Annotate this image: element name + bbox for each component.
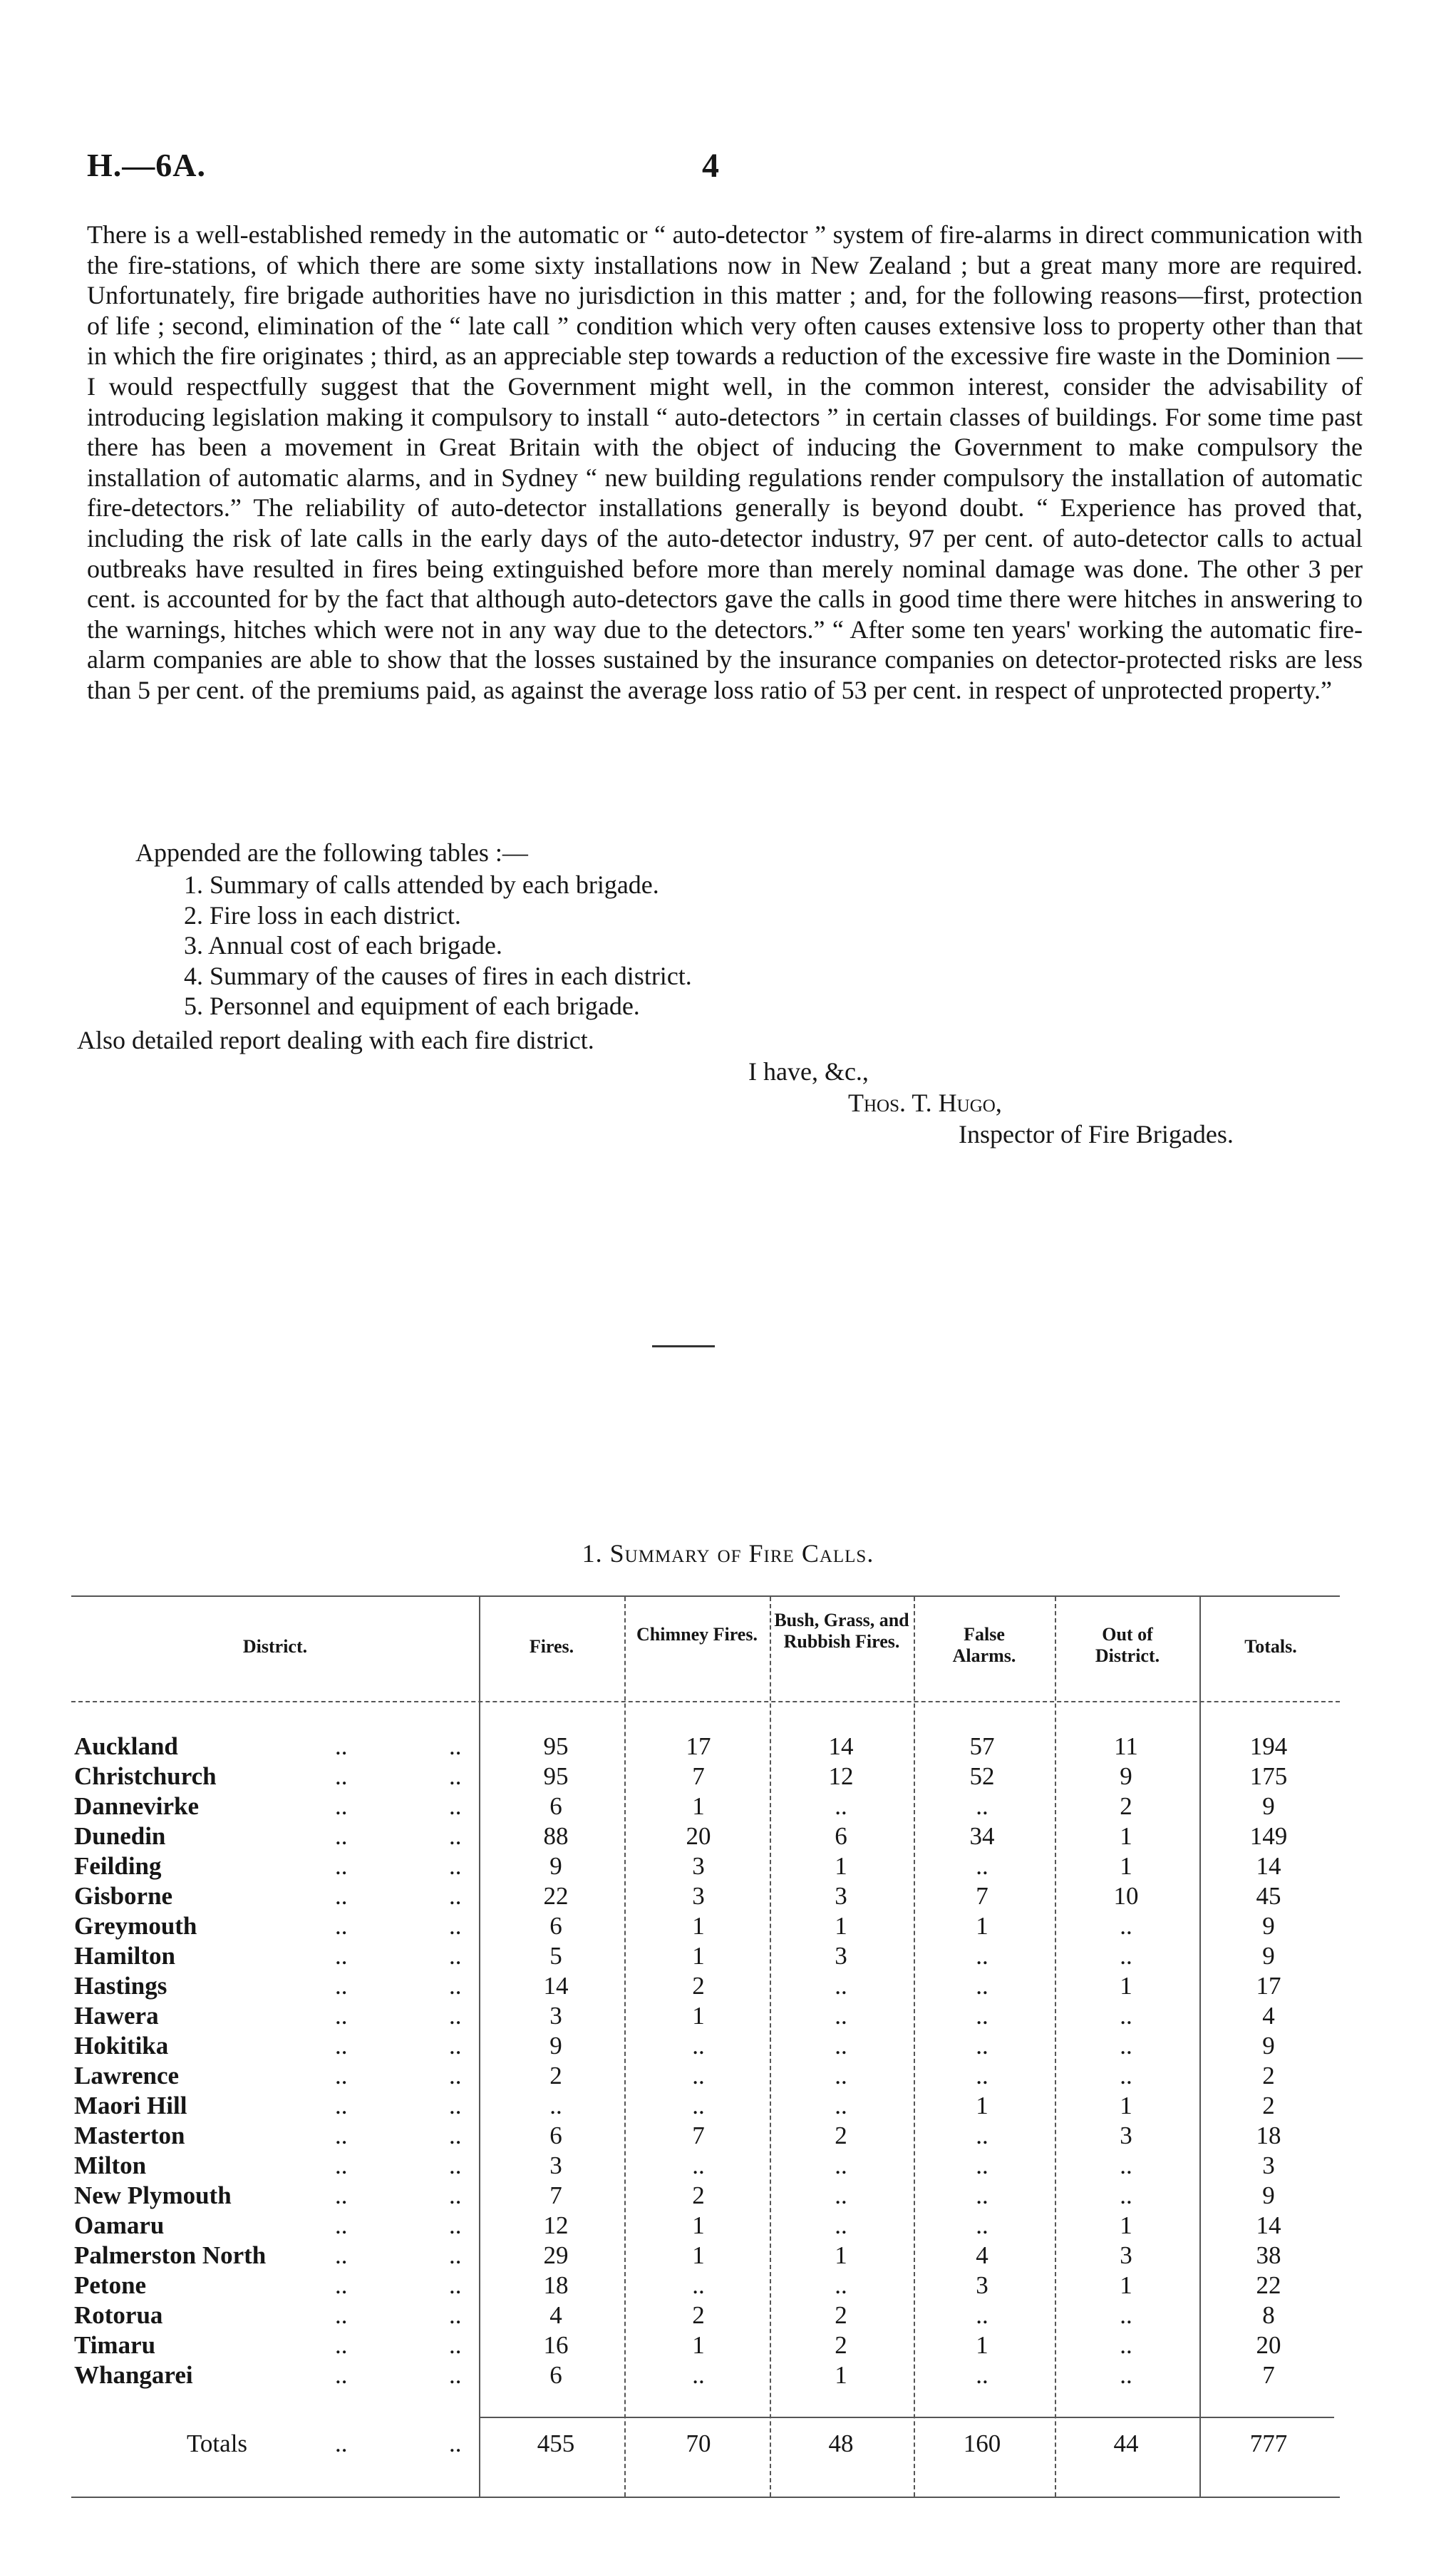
cell-false-alarms: 3: [976, 2271, 988, 2299]
cell-out-of-district: ..: [1120, 1912, 1132, 1940]
cell-chimney: 1: [692, 2241, 705, 2269]
cell-chimney: 20: [686, 1822, 711, 1850]
cell-bush: 14: [828, 1732, 854, 1760]
cell-total: 14: [1256, 1852, 1281, 1880]
cell-out-of-district: ..: [1120, 2301, 1132, 2329]
cell-fires: 4: [549, 2301, 562, 2329]
district-name: Dannevirke: [74, 1792, 199, 1820]
cell-bush: ..: [835, 2152, 847, 2179]
list-item: 1. Summary of calls attended by each brigade.: [184, 870, 659, 899]
cell-false-alarms: ..: [976, 2361, 988, 2389]
cell-fires: 6: [549, 1912, 562, 1940]
district-name: Hawera: [74, 2002, 159, 2030]
cell-bush: 2: [835, 2122, 847, 2149]
table-row: [0, 1852, 1456, 1882]
cell-chimney: 3: [692, 1852, 705, 1880]
cell-fires: 9: [549, 1852, 562, 1880]
total-false-alarms: 160: [963, 2430, 1001, 2457]
cell-chimney: ..: [692, 2092, 705, 2119]
table-row: [0, 2331, 1456, 2361]
leader-dots: ..: [449, 1912, 462, 1940]
cell-chimney: 2: [692, 2301, 705, 2329]
leader-dots: ..: [449, 1852, 462, 1880]
signature-name: Thos. T. Hugo,: [848, 1089, 1002, 1117]
cell-false-alarms: 4: [976, 2241, 988, 2269]
cell-fires: 18: [543, 2271, 569, 2299]
cell-false-alarms: 1: [976, 2092, 988, 2119]
cell-bush: 6: [835, 1822, 847, 1850]
cell-chimney: ..: [692, 2032, 705, 2060]
leader-dots: ..: [335, 1762, 348, 1790]
cell-false-alarms: 1: [976, 2331, 988, 2359]
cell-total: 9: [1262, 1942, 1275, 1970]
leader-dots: ..: [335, 2301, 348, 2329]
header-bottom-rule: [71, 1701, 1340, 1702]
cell-bush: 1: [835, 1852, 847, 1880]
table-row: [0, 2062, 1456, 2092]
leader-dots: ..: [335, 2211, 348, 2239]
leader-dots: ..: [449, 2211, 462, 2239]
cell-fires: 9: [549, 2032, 562, 2060]
appended-intro: Appended are the following tables :—: [135, 838, 528, 867]
cell-false-alarms: ..: [976, 2211, 988, 2239]
leader-dots: ..: [449, 1972, 462, 2000]
cell-chimney: 1: [692, 1942, 705, 1970]
leader-dots: ..: [449, 2152, 462, 2179]
header-out-of-district: Out of District.: [1095, 1624, 1160, 1666]
district-name: Hokitika: [74, 2032, 169, 2060]
table-row: [0, 2271, 1456, 2301]
leader-dots: ..: [335, 2002, 348, 2030]
cell-fires: 14: [543, 1972, 569, 2000]
leader-dots: ..: [335, 2062, 348, 2089]
cell-false-alarms: ..: [976, 2301, 988, 2329]
cell-false-alarms: ..: [976, 2152, 988, 2179]
district-name: Lawrence: [74, 2062, 180, 2089]
cell-total: 7: [1262, 2361, 1275, 2389]
cell-bush: 1: [835, 2241, 847, 2269]
leader-dots: ..: [449, 2062, 462, 2089]
leader-dots: ..: [335, 1882, 348, 1910]
cell-bush: ..: [835, 2092, 847, 2119]
cell-bush: 1: [835, 1912, 847, 1940]
totals-row: [0, 2430, 1456, 2459]
cell-false-alarms: ..: [976, 1852, 988, 1880]
leader-dots: ..: [335, 1972, 348, 2000]
page-number: 4: [702, 147, 719, 185]
cell-bush: 3: [835, 1882, 847, 1910]
district-name: Gisborne: [74, 1882, 173, 1910]
cell-chimney: 1: [692, 2211, 705, 2239]
cell-false-alarms: ..: [976, 2122, 988, 2149]
cell-false-alarms: 1: [976, 1912, 988, 1940]
cell-out-of-district: ..: [1120, 1942, 1132, 1970]
cell-fires: 95: [543, 1732, 569, 1760]
district-name: Greymouth: [74, 1912, 197, 1940]
cell-out-of-district: 9: [1120, 1762, 1132, 1790]
leader-dots: ..: [335, 1822, 348, 1850]
grand-total: 777: [1249, 2430, 1288, 2457]
cell-total: 2: [1262, 2092, 1275, 2119]
cell-chimney: 1: [692, 1792, 705, 1820]
cell-out-of-district: 2: [1120, 1792, 1132, 1820]
list-item: 3. Annual cost of each brigade.: [184, 931, 502, 960]
table-row: [0, 2211, 1456, 2241]
cell-bush: ..: [835, 2271, 847, 2299]
cell-fires: 2: [549, 2062, 562, 2089]
leader-dots: ..: [449, 2271, 462, 2299]
list-item: 5. Personnel and equipment of each brigade.: [184, 992, 640, 1021]
table-row: [0, 1822, 1456, 1852]
cell-total: 45: [1256, 1882, 1281, 1910]
cell-fires: 12: [543, 2211, 569, 2239]
cell-false-alarms: ..: [976, 2181, 988, 2209]
leader-dots: ..: [449, 2331, 462, 2359]
total-out-of-district: 44: [1113, 2430, 1139, 2457]
cell-bush: 1: [835, 2361, 847, 2389]
cell-total: 149: [1249, 1822, 1288, 1850]
also-text: Also detailed report dealing with each fire district.: [77, 1026, 594, 1054]
cell-total: 9: [1262, 2032, 1275, 2060]
leader-dots: ..: [335, 2152, 348, 2179]
district-name: Petone: [74, 2271, 147, 2299]
leader-dots: ..: [335, 2430, 348, 2457]
cell-chimney: 17: [686, 1732, 711, 1760]
district-name: Hastings: [74, 1972, 167, 2000]
leader-dots: ..: [449, 1732, 462, 1760]
cell-total: 3: [1262, 2152, 1275, 2179]
header-district: District.: [242, 1636, 308, 1657]
cell-false-alarms: 57: [969, 1732, 995, 1760]
cell-out-of-district: 1: [1120, 2211, 1132, 2239]
leader-dots: ..: [335, 2361, 348, 2389]
header-totals: Totals.: [1244, 1636, 1297, 1657]
totals-label: Totals: [187, 2430, 248, 2457]
document-reference: H.—6A.: [87, 147, 206, 183]
table-row: [0, 2032, 1456, 2062]
leader-dots: ..: [335, 2122, 348, 2149]
header-fires: Fires.: [529, 1636, 574, 1657]
cell-total: 22: [1256, 2271, 1281, 2299]
cell-bush: 3: [835, 1942, 847, 1970]
table-row: [0, 2122, 1456, 2152]
cell-fires: 16: [543, 2331, 569, 2359]
cell-out-of-district: 10: [1113, 1882, 1139, 1910]
header-chimney-fires: Chimney Fires.: [636, 1624, 758, 1645]
cell-fires: 29: [543, 2241, 569, 2269]
total-bush: 48: [828, 2430, 854, 2457]
paragraph-text: There is a well-established remedy in the automatic or “ auto-detector ” system of fire-alarms in direct communication with the fire-stations, of which there are some sixty installations now in New Zealand ; but a great many more are required. Unfortunately, fire brigade authorities have no jurisdiction in this matter ; and, for the following reasons—first, protection of life ; second, elimination of the “ late call ” condition which very often causes extensive loss to property other than that in which the fire originates ; third, as an appreciable step towards a reduction of the excessive fire waste in the Dominion —I would respectfully suggest that the Government might well, in the common interest, consider the advisability of introducing legislation making it compulsory to install “ auto-detectors ” in certain classes of buildings. For some time past there has been a movement in Great Britain with the object of inducing the Government to make compulsory the installation of automatic alarms, and in Sydney “ new building regulations render compulsory the installation of automatic fire-detectors.” The reliability of auto-detector installations generally is beyond doubt. “ Experience has proved that, including the risk of late calls in the early days of the auto-detector industry, 97 per cent. of auto-detector calls to actual outbreaks have resulted in fires being extinguished before more than merely nominal damage was done. The other 3 per cent. is accounted for by the fact that although auto-detectors gave the calls in good time there were hitches in answering to the warnings, hitches which were not in any way due to the detectors.” “ After some ten years' working the automatic fire-alarm companies are able to show that the losses sustained by the insurance companies on detector-protected risks are less than 5 per cent. of the premiums paid, as against the average loss ratio of 53 per cent. in respect of unprotected property.”: [87, 220, 1363, 704]
cell-bush: 2: [835, 2331, 847, 2359]
leader-dots: ..: [449, 2092, 462, 2119]
cell-bush: 2: [835, 2301, 847, 2329]
cell-bush: ..: [835, 1792, 847, 1820]
leader-dots: ..: [449, 2002, 462, 2030]
cell-false-alarms: 34: [969, 1822, 995, 1850]
table-row: [0, 2361, 1456, 2391]
total-chimney: 70: [686, 2430, 711, 2457]
table-row: [0, 1882, 1456, 1912]
cell-total: 18: [1256, 2122, 1281, 2149]
cell-fires: 22: [543, 1882, 569, 1910]
cell-out-of-district: 1: [1120, 1822, 1132, 1850]
leader-dots: ..: [449, 2181, 462, 2209]
cell-chimney: 1: [692, 1912, 705, 1940]
cell-fires: 3: [549, 2152, 562, 2179]
table-row: [0, 1942, 1456, 1972]
cell-false-alarms: ..: [976, 2002, 988, 2030]
cell-chimney: 7: [692, 2122, 705, 2149]
table-row: [0, 1972, 1456, 2002]
cell-total: 2: [1262, 2062, 1275, 2089]
district-name: Maori Hill: [74, 2092, 187, 2119]
cell-total: 8: [1262, 2301, 1275, 2329]
cell-total: 9: [1262, 2181, 1275, 2209]
leader-dots: ..: [449, 2361, 462, 2389]
cell-false-alarms: ..: [976, 1942, 988, 1970]
table-row: [0, 1732, 1456, 1762]
cell-out-of-district: ..: [1120, 2002, 1132, 2030]
cell-false-alarms: ..: [976, 2032, 988, 2060]
list-item: 2. Fire loss in each district.: [184, 900, 461, 930]
cell-bush: ..: [835, 1972, 847, 2000]
cell-out-of-district: ..: [1120, 2152, 1132, 2179]
cell-fires: 6: [549, 2122, 562, 2149]
cell-chimney: ..: [692, 2271, 705, 2299]
district-name: Dunedin: [74, 1822, 166, 1850]
cell-chimney: 7: [692, 1762, 705, 1790]
cell-chimney: ..: [692, 2152, 705, 2179]
leader-dots: ..: [335, 1912, 348, 1940]
header-false-alarms: False Alarms.: [952, 1624, 1016, 1666]
cell-out-of-district: 1: [1120, 1852, 1132, 1880]
cell-fires: 6: [549, 2361, 562, 2389]
cell-false-alarms: ..: [976, 1792, 988, 1820]
leader-dots: ..: [449, 2122, 462, 2149]
leader-dots: ..: [335, 2241, 348, 2269]
cell-false-alarms: ..: [976, 1972, 988, 2000]
table-row: [0, 2092, 1456, 2122]
cell-chimney: 2: [692, 2181, 705, 2209]
cell-chimney: ..: [692, 2361, 705, 2389]
district-name: Timaru: [74, 2331, 156, 2359]
cell-false-alarms: 7: [976, 1882, 988, 1910]
signature-closing: I have, &c.,: [748, 1057, 869, 1086]
cell-total: 9: [1262, 1912, 1275, 1940]
table-title: 1. Summary of Fire Calls.: [582, 1539, 874, 1568]
cell-out-of-district: 3: [1120, 2241, 1132, 2269]
cell-out-of-district: ..: [1120, 2032, 1132, 2060]
cell-bush: ..: [835, 2032, 847, 2060]
table-top-rule: [71, 1595, 1340, 1597]
district-name: Whangarei: [74, 2361, 193, 2389]
table-row: [0, 2002, 1456, 2032]
cell-out-of-district: 1: [1120, 1972, 1132, 2000]
cell-out-of-district: 11: [1114, 1732, 1138, 1760]
cell-total: 17: [1256, 1972, 1281, 2000]
cell-out-of-district: ..: [1120, 2062, 1132, 2089]
table-row: [0, 2241, 1456, 2271]
cell-false-alarms: 52: [969, 1762, 995, 1790]
cell-fires: 6: [549, 1792, 562, 1820]
cell-out-of-district: ..: [1120, 2331, 1132, 2359]
cell-fires: 88: [543, 1822, 569, 1850]
cell-total: 175: [1249, 1762, 1288, 1790]
cell-total: 38: [1256, 2241, 1281, 2269]
district-name: Hamilton: [74, 1942, 175, 1970]
district-name: Rotorua: [74, 2301, 163, 2329]
leader-dots: ..: [335, 1792, 348, 1820]
cell-bush: ..: [835, 2211, 847, 2239]
cell-fires: 95: [543, 1762, 569, 1790]
cell-false-alarms: ..: [976, 2062, 988, 2089]
table-row: [0, 2301, 1456, 2331]
leader-dots: ..: [335, 2271, 348, 2299]
table-row: [0, 1792, 1456, 1822]
cell-chimney: 1: [692, 2331, 705, 2359]
leader-dots: ..: [335, 2032, 348, 2060]
district-name: Christchurch: [74, 1762, 217, 1790]
table-row: [0, 1762, 1456, 1792]
leader-dots: ..: [449, 1792, 462, 1820]
leader-dots: ..: [449, 2430, 462, 2457]
cell-out-of-district: 3: [1120, 2122, 1132, 2149]
district-name: Palmerston North: [74, 2241, 267, 2269]
cell-out-of-district: 1: [1120, 2092, 1132, 2119]
list-item: 4. Summary of the causes of fires in each district.: [184, 961, 692, 990]
cell-bush: ..: [835, 2181, 847, 2209]
district-name: Milton: [74, 2152, 147, 2179]
cell-fires: 7: [549, 2181, 562, 2209]
total-fires: 455: [537, 2430, 575, 2457]
cell-fires: 3: [549, 2002, 562, 2030]
table-row: [0, 1912, 1456, 1942]
header-bush-grass-rubbish-fires: Bush, Grass, and Rubbish Fires.: [774, 1610, 909, 1652]
cell-total: 14: [1256, 2211, 1281, 2239]
cell-chimney: 3: [692, 1882, 705, 1910]
district-name: Feilding: [74, 1852, 162, 1880]
district-name: Auckland: [74, 1732, 178, 1760]
leader-dots: ..: [449, 1822, 462, 1850]
leader-dots: ..: [335, 1852, 348, 1880]
cell-bush: 12: [828, 1762, 854, 1790]
district-name: Oamaru: [74, 2211, 165, 2239]
cell-chimney: 1: [692, 2002, 705, 2030]
cell-out-of-district: 1: [1120, 2271, 1132, 2299]
cell-fires: ..: [549, 2092, 562, 2119]
cell-bush: ..: [835, 2062, 847, 2089]
leader-dots: ..: [335, 1732, 348, 1760]
cell-total: 4: [1262, 2002, 1275, 2030]
cell-total: 20: [1256, 2331, 1281, 2359]
cell-chimney: 2: [692, 1972, 705, 2000]
leader-dots: ..: [335, 2092, 348, 2119]
cell-out-of-district: ..: [1120, 2181, 1132, 2209]
cell-out-of-district: ..: [1120, 2361, 1132, 2389]
leader-dots: ..: [449, 2241, 462, 2269]
table-row: [0, 2152, 1456, 2181]
cell-total: 9: [1262, 1792, 1275, 1820]
table-row: [0, 2181, 1456, 2211]
signature-title: Inspector of Fire Brigades.: [959, 1120, 1234, 1148]
leader-dots: ..: [449, 2301, 462, 2329]
leader-dots: ..: [335, 1942, 348, 1970]
leader-dots: ..: [449, 1942, 462, 1970]
totals-top-rule: [479, 2417, 1334, 2418]
cell-fires: 5: [549, 1942, 562, 1970]
cell-bush: ..: [835, 2002, 847, 2030]
district-name: New Plymouth: [74, 2181, 232, 2209]
district-name: Masterton: [74, 2122, 185, 2149]
leader-dots: ..: [449, 1882, 462, 1910]
leader-dots: ..: [335, 2331, 348, 2359]
cell-total: 194: [1249, 1732, 1288, 1760]
leader-dots: ..: [449, 1762, 462, 1790]
table-bottom-rule: [71, 2497, 1340, 2498]
cell-chimney: ..: [692, 2062, 705, 2089]
leader-dots: ..: [449, 2032, 462, 2060]
leader-dots: ..: [335, 2181, 348, 2209]
